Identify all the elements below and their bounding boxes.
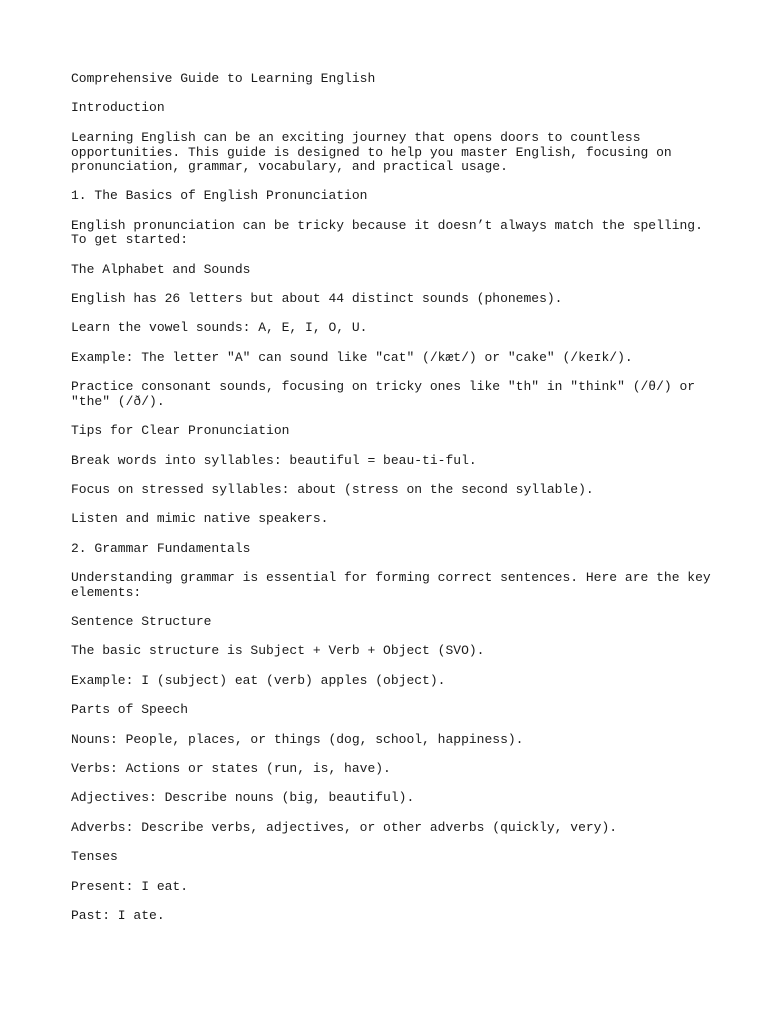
tenses-present: Present: I eat. <box>71 879 189 894</box>
section-2-intro-line-1: Understanding grammar is essential for forming correct sentences. Here are the key <box>71 570 711 585</box>
tips-paragraph-1: Break words into syllables: beautiful = beau-ti-ful. <box>71 453 477 468</box>
tenses-heading: Tenses <box>71 849 118 864</box>
structure-heading: Sentence Structure <box>71 614 212 629</box>
intro-heading: Introduction <box>71 100 165 115</box>
tips-paragraph-2: Focus on stressed syllables: about (stress on the second syllable). <box>71 482 594 497</box>
parts-of-speech-adverbs: Adverbs: Describe verbs, adjectives, or other adverbs (quickly, very). <box>71 820 618 835</box>
parts-of-speech-adjectives: Adjectives: Describe nouns (big, beautiful). <box>71 790 415 805</box>
alphabet-paragraph-1: English has 26 letters but about 44 distinct sounds (phonemes). <box>71 291 563 306</box>
structure-paragraph-2: Example: I (subject) eat (verb) apples (object). <box>71 673 446 688</box>
section-2-heading: 2. Grammar Fundamentals <box>71 541 251 556</box>
alphabet-heading: The Alphabet and Sounds <box>71 262 251 277</box>
tips-paragraph-3: Listen and mimic native speakers. <box>71 511 329 526</box>
parts-of-speech-nouns: Nouns: People, places, or things (dog, school, happiness). <box>71 732 524 747</box>
section-1-heading: 1. The Basics of English Pronunciation <box>71 188 368 203</box>
tenses-past: Past: I ate. <box>71 908 165 923</box>
section-1-intro-line-2: To get started: <box>71 232 189 247</box>
alphabet-paragraph-2: Learn the vowel sounds: A, E, I, O, U. <box>71 320 368 335</box>
document-title: Comprehensive Guide to Learning English <box>71 71 376 86</box>
alphabet-paragraph-4-line-1: Practice consonant sounds, focusing on tricky ones like "th" in "think" (/θ/) or <box>71 379 696 394</box>
alphabet-paragraph-4-line-2: "the" (/ð/). <box>71 394 165 409</box>
alphabet-paragraph-3: Example: The letter "A" can sound like "cat" (/kæt/) or "cake" (/keɪk/). <box>71 350 633 365</box>
intro-paragraph-line-1: Learning English can be an exciting journey that opens doors to countless <box>71 130 641 145</box>
parts-of-speech-heading: Parts of Speech <box>71 702 189 717</box>
intro-paragraph-line-2: opportunities. This guide is designed to help you master English, focusing on <box>71 145 672 160</box>
structure-paragraph-1: The basic structure is Subject + Verb + Object (SVO). <box>71 643 485 658</box>
parts-of-speech-verbs: Verbs: Actions or states (run, is, have). <box>71 761 391 776</box>
tips-heading: Tips for Clear Pronunciation <box>71 423 290 438</box>
document-body <box>71 71 711 923</box>
intro-paragraph-line-3: pronunciation, grammar, vocabulary, and practical usage. <box>71 159 508 174</box>
section-1-intro-line-1: English pronunciation can be tricky because it doesn’t always match the spelling. <box>71 218 703 233</box>
section-2-intro-line-2: elements: <box>71 585 142 600</box>
